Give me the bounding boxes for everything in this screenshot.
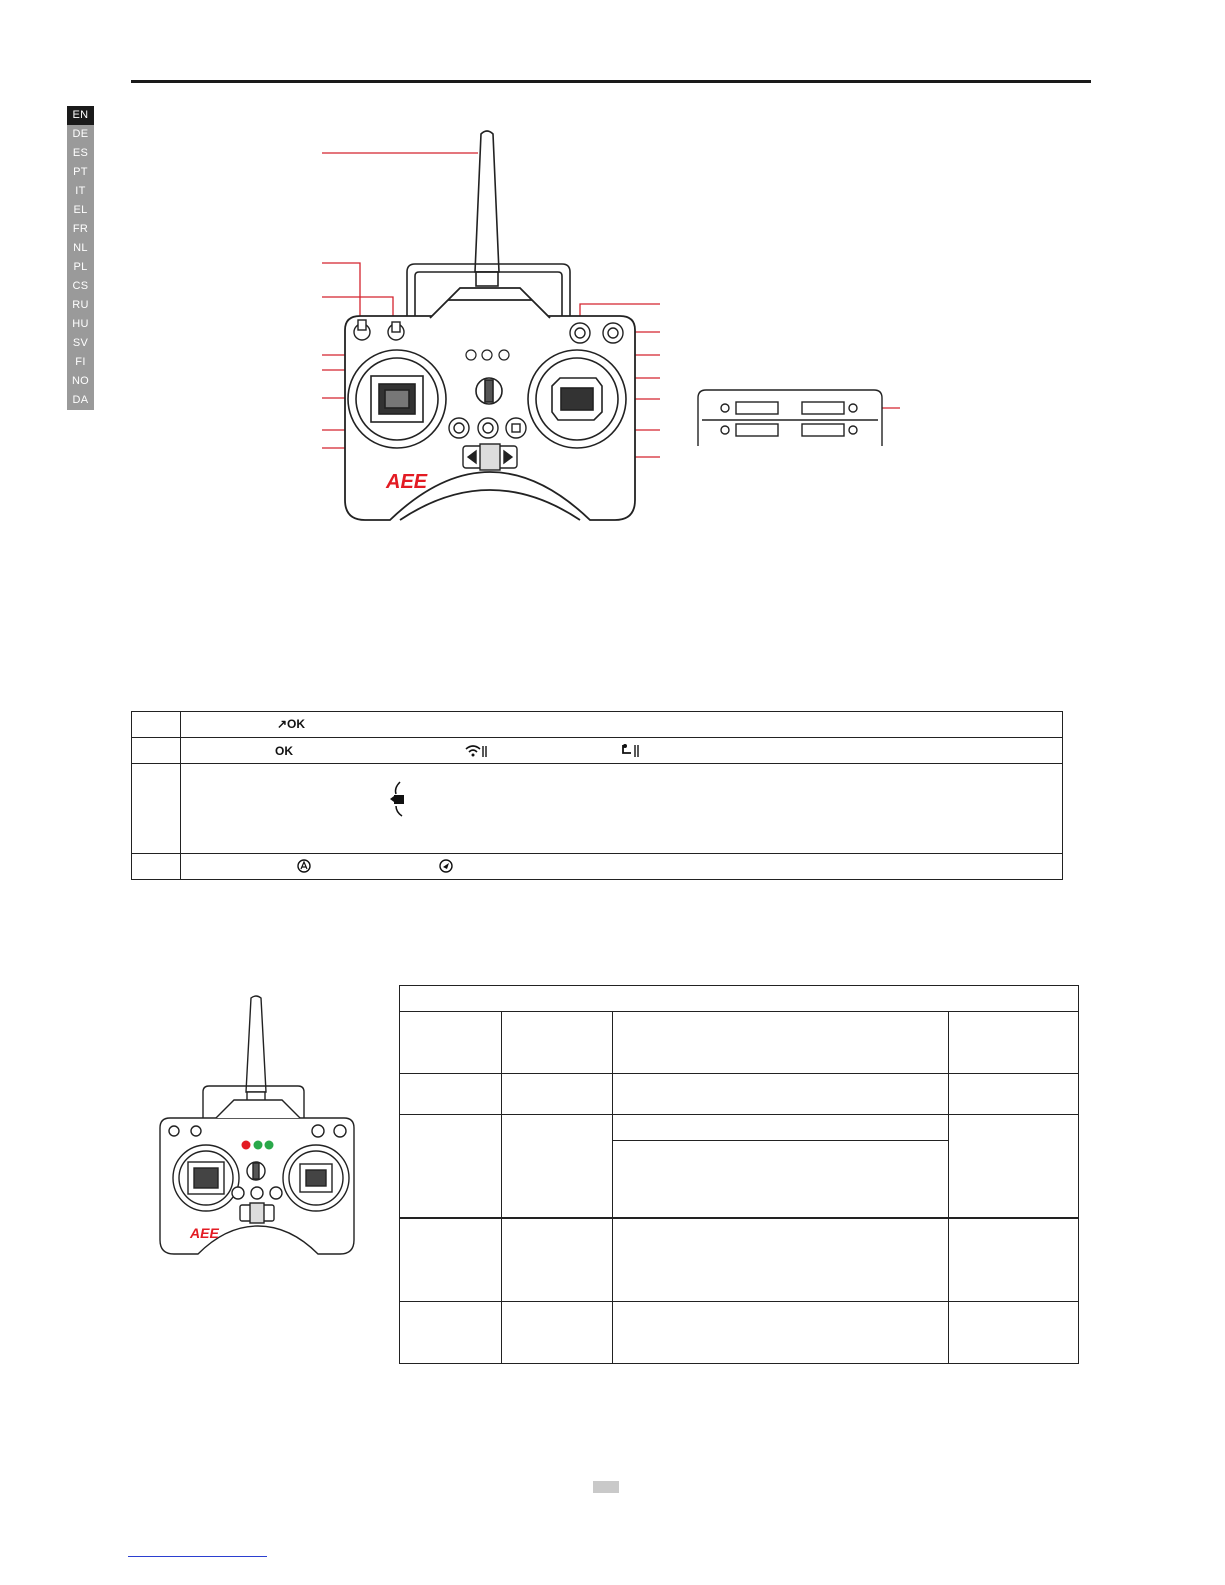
language-tab-nl[interactable]: NL <box>67 239 94 258</box>
language-tab-pt[interactable]: PT <box>67 163 94 182</box>
language-tab-ru[interactable]: RU <box>67 296 94 315</box>
language-tab-fi[interactable]: FI <box>67 353 94 372</box>
language-tab-pl[interactable]: PL <box>67 258 94 277</box>
brand-logo: AEE <box>386 471 428 493</box>
footer-link-underline[interactable] <box>128 1556 267 1557</box>
ok-icon: OK <box>275 744 293 758</box>
table-row <box>400 1302 1079 1364</box>
language-tab-de[interactable]: DE <box>67 125 94 144</box>
language-tab-da[interactable]: DA <box>67 391 94 410</box>
language-tab-no[interactable]: NO <box>67 372 94 391</box>
brand-logo-small: AEE <box>190 1225 219 1241</box>
language-tab-hu[interactable]: HU <box>67 315 94 334</box>
language-tab-cs[interactable]: CS <box>67 277 94 296</box>
language-tab-el[interactable]: EL <box>67 201 94 220</box>
language-tab-it[interactable]: IT <box>67 182 94 201</box>
language-tab-fr[interactable]: FR <box>67 220 94 239</box>
led-status-table <box>399 985 1079 1364</box>
table-row <box>400 1012 1079 1074</box>
page-number-badge <box>593 1481 619 1493</box>
table-row <box>400 1218 1079 1302</box>
language-tab-en[interactable]: EN <box>67 106 94 125</box>
table-row <box>400 1074 1079 1115</box>
gps-ok-icon: ↗OK <box>277 717 306 731</box>
table-row <box>400 986 1079 1012</box>
language-tab-es[interactable]: ES <box>67 144 94 163</box>
language-tab-sv[interactable]: SV <box>67 334 94 353</box>
table-row <box>400 1115 1079 1141</box>
